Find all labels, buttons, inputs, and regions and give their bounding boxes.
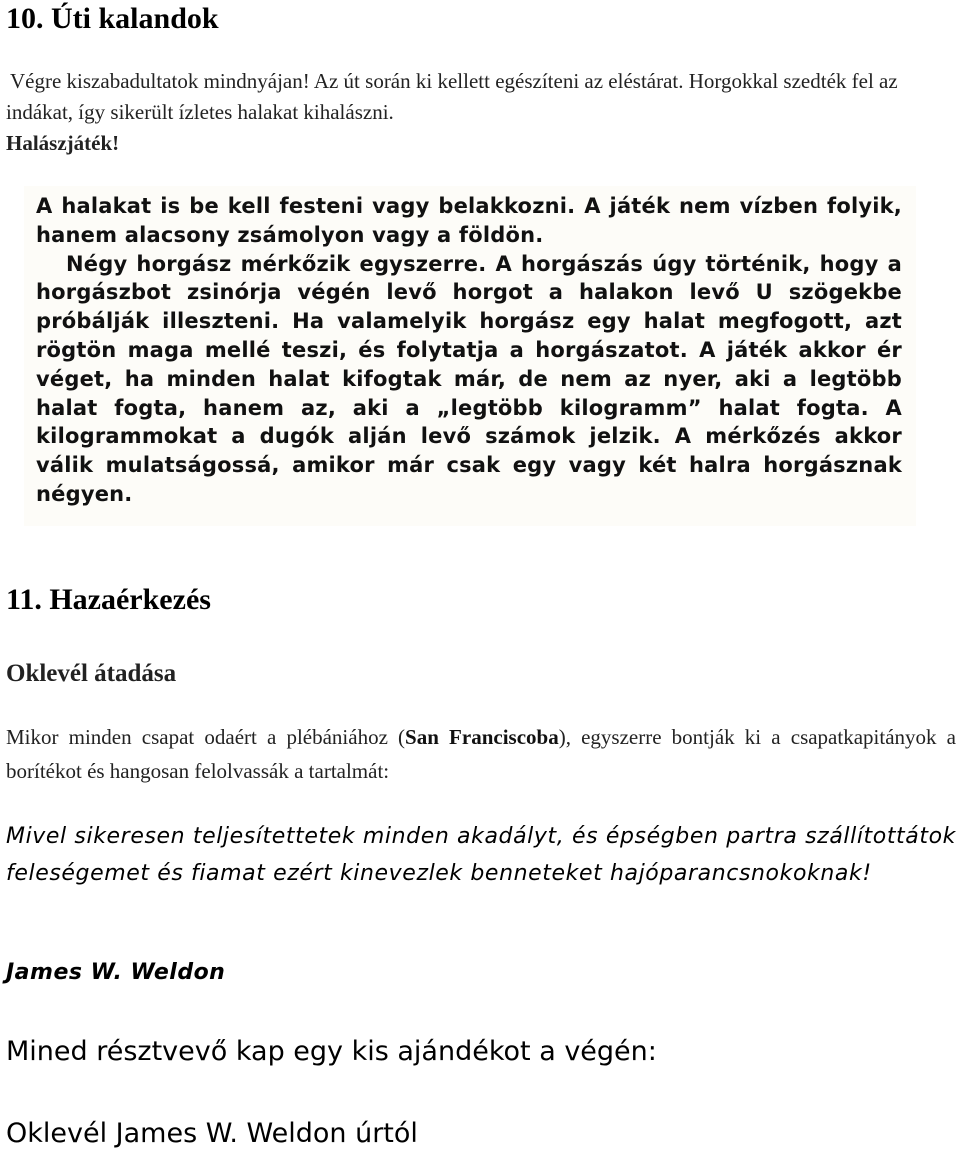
gift-line: Mined résztvevő kap egy kis ajándékot a végén: [6,1036,657,1067]
fishing-game-heading: Halászjáték! [6,131,120,155]
section-10-title: 10. Úti kalandok [6,2,219,35]
certificate-heading: Oklevél átadása [6,660,177,687]
paragraph-text-before: Mikor minden csapat odaért a plébániához ( [6,725,406,749]
section-10-paragraph [6,66,956,159]
section-11-title: 11. Hazaérkezés [6,583,211,616]
letter-signature: James W. Weldon [6,960,226,985]
scanned-rules-part2: Négy horgász mérkőzik egyszerre. A horgászás úgy történik, hogy a horgászbot zsinórja végén levő horgot a halakon levő U szögekbe próbálják illeszteni. Ha valamelyik horgász egy halat megfogott, azt rögtön maga mellé teszi, és folytatja a horgászatot. A játék akkor ér véget, ha minden halat kifogtak már, de nem az nyer, aki a legtöbb halat fogta, hanem az, aki a „legtöbb kilogramm” halat fogta. A kilogrammokat a dugók alján levő számok jelzik. A mérkőzés akkor válik mulatságossá, amikor már csak egy vagy két halra horgásznak négyen. [36,251,902,506]
paragraph-text-after: ), egyszerre bontják ki a csapatkapitányok a borítékot és hangosan felolvassák a tartalmát: [6,725,956,783]
scanned-rules-text [36,192,902,509]
letter-text: Mivel sikeresen teljesítettetek minden akadályt, és épségben partra szállítottátok feleségemet és fiamat ezért kinevezlek benneteket hajóparancsnokoknak! [6,824,956,886]
place-name: San Franciscoba [405,725,559,749]
intro-text: Végre kiszabadultatok mindnyájan! Az út során ki kellett egészíteni az eléstárat. Horgokkal szedték fel az indákat, így sikerült ízletes halakat kihalászni. [6,69,898,124]
scanned-rules-part1: A halakat is be kell festeni vagy belakkozni. A játék nem vízben folyik, hanem alacsony zsámolyon vagy a földön. [36,194,902,247]
certificate-line: Oklevél James W. Weldon úrtól [6,1118,418,1149]
section-11-paragraph [6,720,956,788]
scanned-rules-image [24,186,916,526]
